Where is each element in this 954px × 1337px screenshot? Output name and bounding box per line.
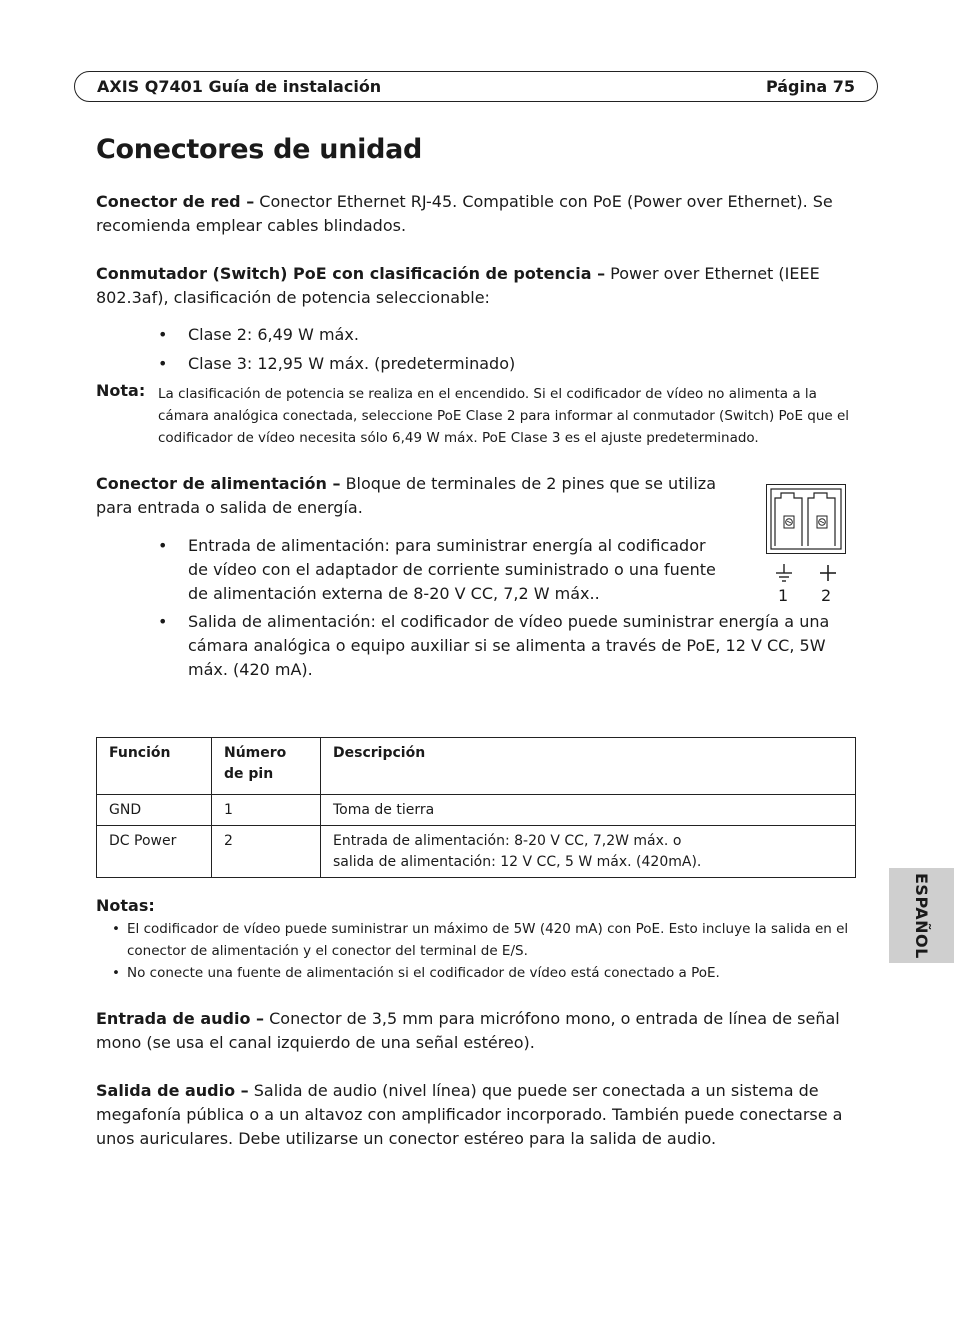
plus-icon: [818, 563, 838, 583]
power-connector-paragraph: [96, 472, 721, 520]
pin-2-label: 2: [821, 586, 832, 605]
network-connector-paragraph: [96, 190, 856, 238]
table-cell: Toma de tierra: [321, 795, 856, 826]
description-line: Entrada de alimentación: 8-20 V CC, 7,2W máx. o: [333, 833, 682, 849]
power-input-text: Entrada de alimentación: para suministrar energía al codificador de vídeo con el adaptador de corriente suministrado o una fuente de alimentación externa de 8-20 V CC, 7,2 W máx..: [188, 536, 716, 603]
table-header-row: [97, 738, 856, 795]
table-cell: 1: [212, 795, 321, 826]
language-tab: [889, 868, 954, 963]
audio-output-label: Salida de audio –: [96, 1081, 249, 1100]
table-cell: 2: [212, 826, 321, 878]
description-line: salida de alimentación: 12 V CC, 5 W máx. (420mA).: [333, 854, 702, 870]
terminal-block-diagram: [766, 484, 846, 554]
bullet-icon: •: [158, 536, 168, 555]
audio-input-paragraph: [96, 1007, 856, 1055]
audio-input-text: Conector de 3,5 mm para micrófono mono, o entrada de línea de señal mono (se usa el canal izquierdo de una señal estéreo).: [96, 1009, 840, 1052]
header-pin-number: Número de pin: [212, 738, 321, 795]
page-header: [74, 71, 878, 102]
header-function: Función: [97, 738, 212, 795]
note-label: Nota:: [96, 381, 146, 400]
power-output-text: Salida de alimentación: el codificador de vídeo puede suministrar energía a una cámara analógica o equipo auxiliar si se alimenta a través de PoE, 12 V CC, 5W máx. (420 mA).: [188, 612, 830, 679]
table-cell: GND: [97, 795, 212, 826]
poe-class-2: Clase 2: 6,49 W máx.: [188, 325, 359, 344]
bullet-icon: •: [158, 612, 168, 631]
power-connector-label: Conector de alimentación –: [96, 474, 341, 493]
header-doc-title: AXIS Q7401 Guía de instalación: [97, 77, 382, 96]
table-cell: DC Power: [97, 826, 212, 878]
header-description: Descripción: [321, 738, 856, 795]
pin-1-label: 1: [778, 586, 789, 605]
poe-switch-paragraph: [96, 262, 856, 310]
audio-output-paragraph: [96, 1079, 856, 1151]
poe-class-3: Clase 3: 12,95 W máx. (predeterminado): [188, 354, 516, 373]
power-connector-text: Bloque de terminales de 2 pines que se utiliza para entrada o salida de energía.: [96, 474, 716, 517]
table-row: [97, 826, 856, 878]
bullet-icon: •: [158, 354, 168, 373]
poe-switch-label: Conmutador (Switch) PoE con clasificación de potencia –: [96, 264, 606, 283]
poe-switch-text: Power over Ethernet (IEEE 802.3af), clasificación de potencia seleccionable:: [96, 264, 820, 307]
audio-output-text: Salida de audio (nivel línea) que puede ser conectada a un sistema de megafonía pública o a un altavoz con amplificador incorporado. También puede conectarse a unos auriculares. Debe utilizarse un conector estéreo para la salida de audio.: [96, 1081, 843, 1148]
language-tab-label: ESPAÑOL: [912, 872, 931, 959]
pin-table: [96, 737, 856, 878]
note-item-text: No conecte una fuente de alimentación si el codificador de vídeo está conectado a PoE.: [127, 965, 720, 981]
notes-label: Notas:: [96, 896, 155, 915]
table-cell: [321, 826, 856, 878]
bullet-icon: •: [112, 965, 120, 981]
header-page-number: Página 75: [765, 77, 855, 96]
ground-icon: [774, 563, 794, 583]
note-text: La clasificación de potencia se realiza en el encendido. Si el codificador de vídeo no alimenta a la cámara analógica conectada, seleccione PoE Clase 2 para informar al conmutador (Switch) PoE que el codificador de vídeo necesita sólo 6,49 W máx. PoE Clase 3 es el ajuste predeterminado.: [158, 386, 850, 446]
bullet-icon: •: [112, 921, 120, 937]
bullet-icon: •: [158, 325, 168, 344]
network-connector-text: Conector Ethernet RJ-45. Compatible con PoE (Power over Ethernet). Se recomienda emplear cables blindados.: [96, 192, 833, 235]
network-connector-label: Conector de red –: [96, 192, 255, 211]
note-item-text: El codificador de vídeo puede suministrar un máximo de 5W (420 mA) con PoE. Esto incluye la salida en el conector de alimentación y el conector del terminal de E/S.: [127, 921, 849, 959]
table-row: [97, 795, 856, 826]
page-title: Conectores de unidad: [96, 134, 423, 165]
audio-input-label: Entrada de audio –: [96, 1009, 265, 1028]
